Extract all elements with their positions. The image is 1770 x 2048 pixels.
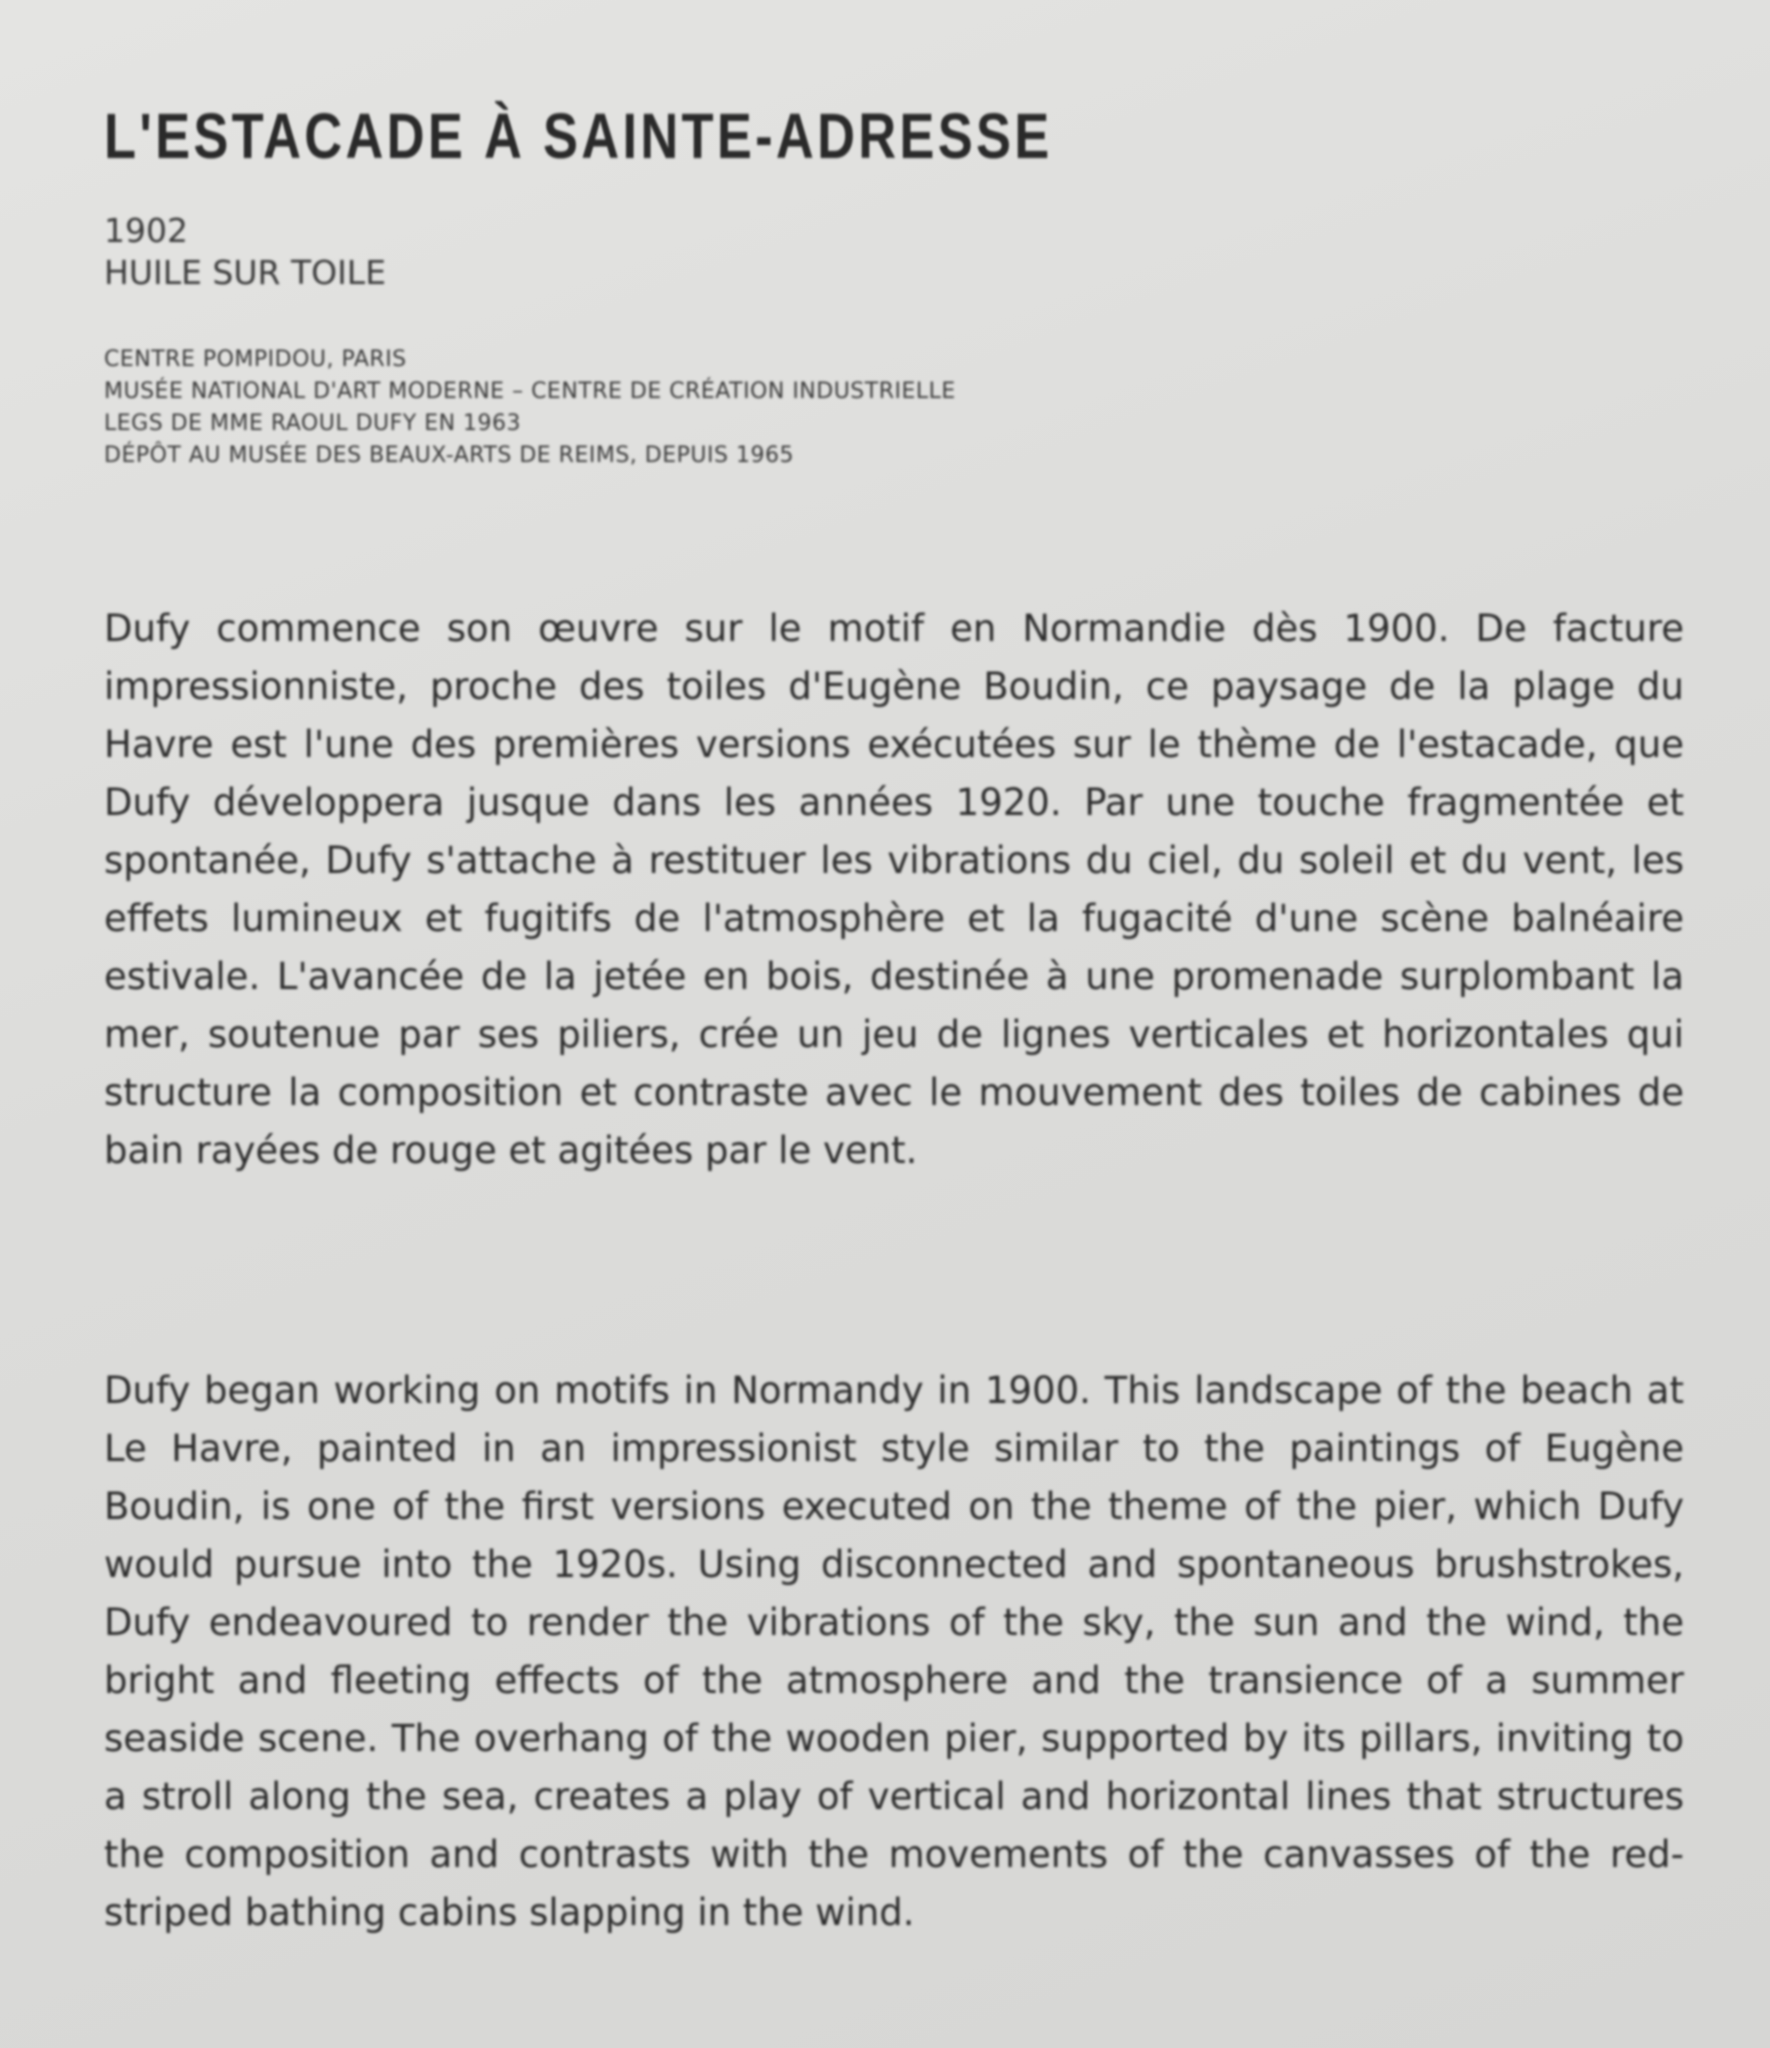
artwork-year: 1902 <box>104 211 188 250</box>
credit-line: MUSÉE NATIONAL D'ART MODERNE – CENTRE DE CRÉATION INDUSTRIELLE <box>104 379 956 404</box>
credit-line: LEGS DE MME RAOUL DUFY EN 1963 <box>104 411 522 436</box>
description-english: Dufy began working on motifs in Normandy in 1900. This landscape of the beach at Le Havre, painted in an impressionist style similar to the paintings of Eugène Boudin, is one of the first versions executed on the theme of the pier, which Dufy would pursue into the 1920s. Using disconnected and spontaneous brushstrokes, Dufy endeavoured to render the vibrations of the sky, the sun and the wind, the bright and fleeting effects of the atmosphere and the transience of a summer seaside scene. The overhang of the wooden pier, supported by its pillars, inviting to a stroll along the sea, creates a play of vertical and horizontal lines that structures the composition and contrasts with the movements of the canvasses of the red-striped bathing cabins slapping in the wind. <box>104 1369 1684 1934</box>
credit-line: CENTRE POMPIDOU, PARIS <box>104 347 407 372</box>
artwork-medium: HUILE SUR TOILE <box>104 253 387 292</box>
artwork-details <box>104 210 386 294</box>
credit-line: DÉPÔT AU MUSÉE DES BEAUX-ARTS DE REIMS, DEPUIS 1965 <box>104 443 794 468</box>
description-french: Dufy commence son œuvre sur le motif en Normandie dès 1900. De facture impressionniste, proche des toiles d'Eugène Boudin, ce paysage de la plage du Havre est l'une des premières versions exécutées sur le thème de l'estacade, que Dufy développera jusque dans les années 1920. Par une touche fragmentée et spontanée, Dufy s'attache à restituer les vibrations du ciel, du soleil et du vent, les effets lumineux et fugitifs de l'atmosphère et la fugacité d'une scène balnéaire estivale. L'avancée de la jetée en bois, destinée à une promenade surplombant la mer, soutenue par ses piliers, crée un jeu de lignes verticales et horizontales qui structure la composition et contraste avec le mouvement des toiles de cabines de bain rayées de rouge et agitées par le vent. <box>104 607 1684 1172</box>
artwork-credits <box>104 344 956 472</box>
artwork-title: L'ESTACADE À SAINTE-ADRESSE <box>104 100 1053 172</box>
